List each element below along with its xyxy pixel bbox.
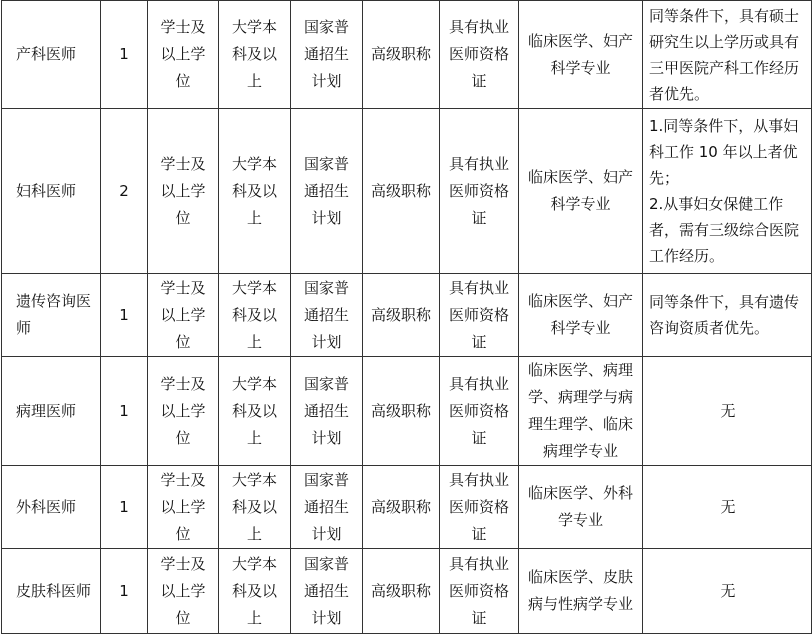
education-requirement: 大学本科及以上 bbox=[219, 549, 291, 634]
position-count: 1 bbox=[101, 357, 148, 466]
enrollment-plan: 国家普通招生计划 bbox=[291, 466, 363, 549]
position-title: 遗传咨询医师 bbox=[2, 274, 101, 357]
remark-line: 1.同等条件下，从事妇科工作 10 年以上者优先； bbox=[649, 117, 799, 187]
degree-requirement: 学士及以上学位 bbox=[148, 357, 219, 466]
license-requirement: 具有执业医师资格证 bbox=[440, 274, 519, 357]
remark-line: 无 bbox=[720, 582, 736, 600]
enrollment-plan: 国家普通招生计划 bbox=[291, 1, 363, 109]
major-requirement: 临床医学、外科学专业 bbox=[519, 466, 643, 549]
major-requirement: 临床医学、妇产科学专业 bbox=[519, 274, 643, 357]
degree-requirement: 学士及以上学位 bbox=[148, 466, 219, 549]
position-title: 病理医师 bbox=[2, 357, 101, 466]
recruitment-table bbox=[1, 0, 812, 634]
enrollment-plan: 国家普通招生计划 bbox=[291, 109, 363, 274]
title-rank-requirement: 高级职称 bbox=[363, 274, 440, 357]
enrollment-plan: 国家普通招生计划 bbox=[291, 274, 363, 357]
position-count: 1 bbox=[101, 1, 148, 109]
position-count: 1 bbox=[101, 549, 148, 634]
remarks bbox=[643, 1, 812, 109]
remark-line: 无 bbox=[720, 402, 736, 420]
table-row bbox=[2, 274, 812, 357]
title-rank-requirement: 高级职称 bbox=[363, 1, 440, 109]
table-row bbox=[2, 357, 812, 466]
remark-line: 同等条件下，具有遗传咨询资质者优先。 bbox=[649, 293, 800, 337]
enrollment-plan: 国家普通招生计划 bbox=[291, 357, 363, 466]
table-body bbox=[2, 1, 812, 634]
position-count: 1 bbox=[101, 274, 148, 357]
title-rank-requirement: 高级职称 bbox=[363, 466, 440, 549]
position-count: 2 bbox=[101, 109, 148, 274]
license-requirement: 具有执业医师资格证 bbox=[440, 1, 519, 109]
remarks bbox=[643, 274, 812, 357]
license-requirement: 具有执业医师资格证 bbox=[440, 466, 519, 549]
license-requirement: 具有执业医师资格证 bbox=[440, 109, 519, 274]
position-title: 外科医师 bbox=[2, 466, 101, 549]
major-requirement: 临床医学、妇产科学专业 bbox=[519, 1, 643, 109]
license-requirement: 具有执业医师资格证 bbox=[440, 357, 519, 466]
title-rank-requirement: 高级职称 bbox=[363, 109, 440, 274]
table-row bbox=[2, 549, 812, 634]
title-rank-requirement: 高级职称 bbox=[363, 549, 440, 634]
education-requirement: 大学本科及以上 bbox=[219, 274, 291, 357]
table-row bbox=[2, 1, 812, 109]
position-title: 皮肤科医师 bbox=[2, 549, 101, 634]
position-count: 1 bbox=[101, 466, 148, 549]
remarks bbox=[643, 357, 812, 466]
education-requirement: 大学本科及以上 bbox=[219, 1, 291, 109]
remark-line: 同等条件下，具有硕士研究生以上学历或具有三甲医院产科工作经历者优先。 bbox=[649, 6, 800, 103]
position-title: 妇科医师 bbox=[2, 109, 101, 274]
degree-requirement: 学士及以上学位 bbox=[148, 1, 219, 109]
remark-line: 无 bbox=[720, 498, 736, 516]
remark-line: 2.从事妇女保健工作者，需有三级综合医院工作经历。 bbox=[649, 195, 800, 265]
remarks bbox=[643, 109, 812, 274]
table-row bbox=[2, 466, 812, 549]
title-rank-requirement: 高级职称 bbox=[363, 357, 440, 466]
degree-requirement: 学士及以上学位 bbox=[148, 274, 219, 357]
education-requirement: 大学本科及以上 bbox=[219, 109, 291, 274]
education-requirement: 大学本科及以上 bbox=[219, 466, 291, 549]
major-requirement: 临床医学、妇产科学专业 bbox=[519, 109, 643, 274]
license-requirement: 具有执业医师资格证 bbox=[440, 549, 519, 634]
degree-requirement: 学士及以上学位 bbox=[148, 109, 219, 274]
table-row bbox=[2, 109, 812, 274]
enrollment-plan: 国家普通招生计划 bbox=[291, 549, 363, 634]
degree-requirement: 学士及以上学位 bbox=[148, 549, 219, 634]
major-requirement: 临床医学、病理学、病理学与病理生理学、临床病理学专业 bbox=[519, 357, 643, 466]
position-title: 产科医师 bbox=[2, 1, 101, 109]
remarks bbox=[643, 549, 812, 634]
major-requirement: 临床医学、皮肤病与性病学专业 bbox=[519, 549, 643, 634]
education-requirement: 大学本科及以上 bbox=[219, 357, 291, 466]
remarks bbox=[643, 466, 812, 549]
